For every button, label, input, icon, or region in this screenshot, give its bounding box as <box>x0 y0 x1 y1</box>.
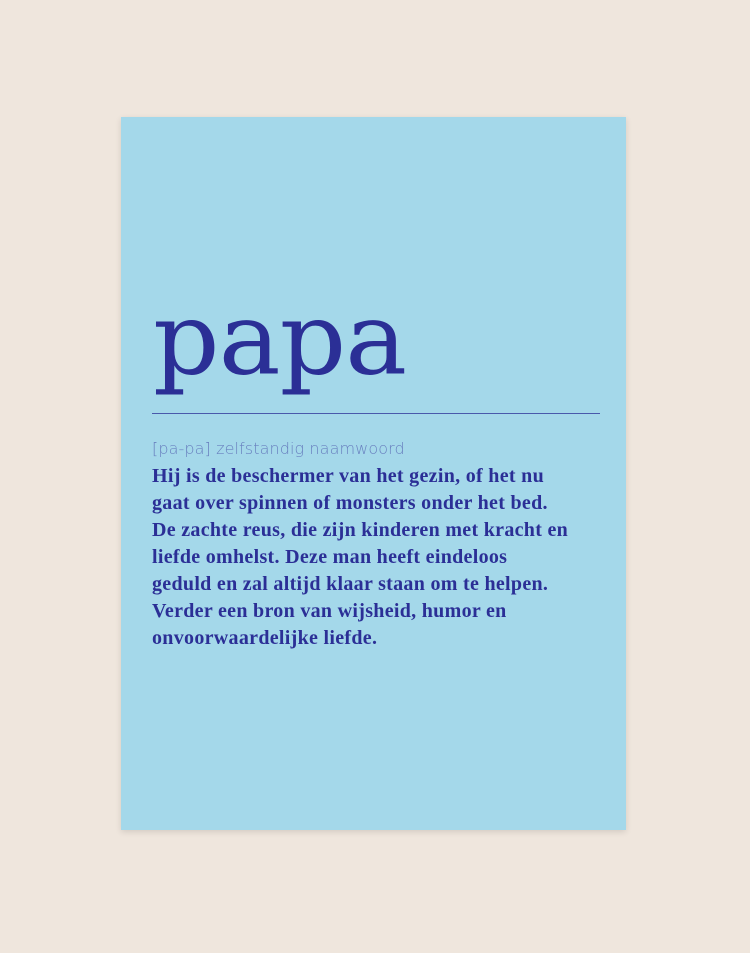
definition-line: Hij is de beschermer van het gezin, of het nu <box>152 465 544 487</box>
divider-line <box>152 413 600 414</box>
definition-line: onvoorwaardelijke liefde. <box>152 627 378 649</box>
word-title: papa <box>153 280 407 398</box>
definition-card <box>121 117 626 830</box>
pronunciation-text: [pa-pa] zelfstandig naamwoord <box>152 439 405 458</box>
definition-line: geduld en zal altijd klaar staan om te helpen. <box>152 573 549 595</box>
definition-line: Verder een bron van wijsheid, humor en <box>152 600 507 622</box>
definition-text <box>152 463 610 652</box>
definition-line: liefde omhelst. Deze man heeft eindeloos <box>152 546 508 568</box>
definition-line: De zachte reus, die zijn kinderen met kracht en <box>152 519 569 541</box>
definition-line: gaat over spinnen of monsters onder het bed. <box>152 492 548 514</box>
